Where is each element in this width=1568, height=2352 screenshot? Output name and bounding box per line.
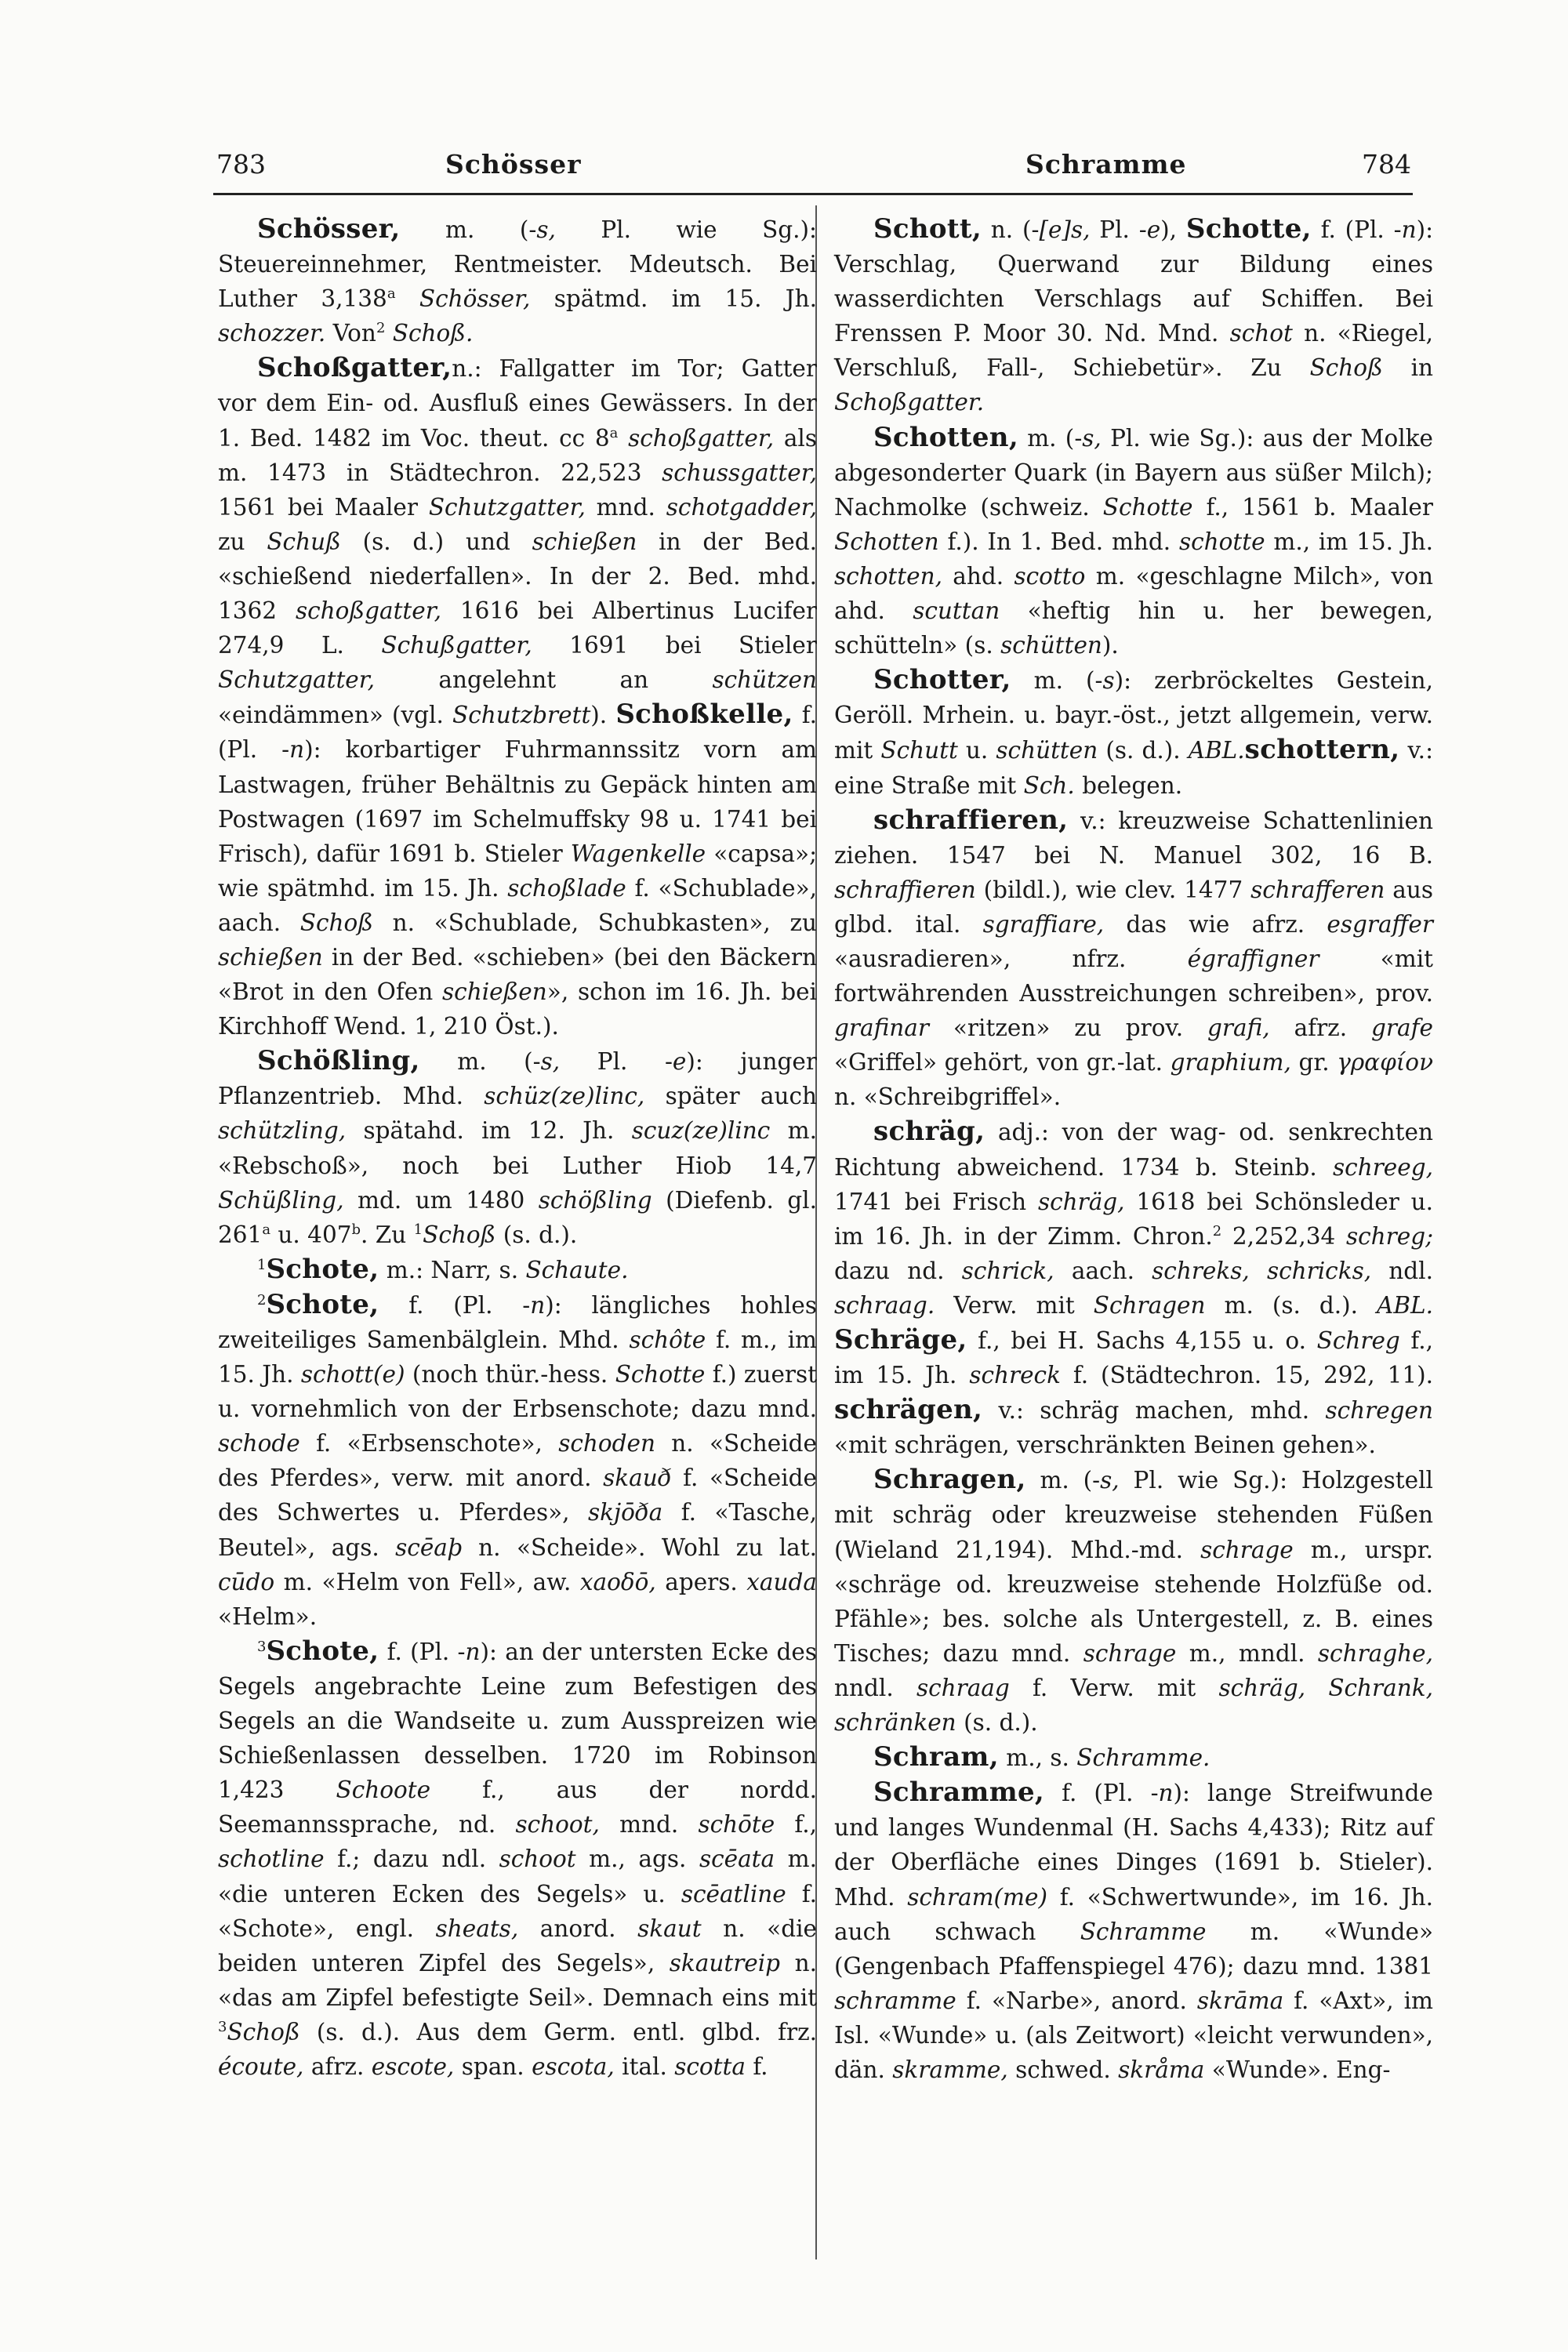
entry-text: m., ags.	[575, 1846, 699, 1873]
entry-text: ): lange Streifwunde und langes Wundenmal (H. Sachs 4,433); Ritz auf der Oberfläche eines Dinges (1691 b. Stieler). Mhd.	[834, 1780, 1434, 1911]
entry-text: ).	[590, 702, 616, 729]
italic-term: schot	[1229, 320, 1293, 347]
entry-text: v.: kreuzweise Schattenlinien ziehen. 1547 bei N. Manuel 302, 16 B.	[834, 807, 1433, 869]
italic-term: cūdo	[218, 1568, 275, 1595]
entry-text: u.	[957, 737, 996, 764]
headword: Schoßkelle,	[615, 699, 793, 731]
italic-term: Schösser,	[419, 285, 531, 313]
entry-text: angelehnt an	[375, 666, 713, 694]
page-number-left: 783	[216, 149, 266, 180]
entry-text: m. (-	[419, 1048, 541, 1076]
entry-text: gr.	[1290, 1049, 1338, 1076]
italic-term: grafi,	[1207, 1014, 1270, 1042]
headword: Schott,	[873, 213, 982, 245]
italic-term: schode	[218, 1430, 300, 1457]
entry-text: Pl. wie Sg.): Holzgestell mit schräg oder kreuzweise stehenden Füßen (Wieland 21,194). Mhd.-md.	[834, 1467, 1433, 1563]
italic-term: n	[289, 736, 305, 764]
entry-text: f.). In 1. Bed. mhd.	[938, 528, 1179, 555]
entry-text: afrz.	[303, 2053, 372, 2080]
superscript: 1	[413, 1221, 423, 1238]
entry-text: f., bei H. Sachs 4,155 u. o.	[967, 1327, 1317, 1354]
entry-text: m.: Narr, s.	[379, 1256, 526, 1283]
italic-term: sheats,	[435, 1915, 519, 1942]
italic-term: schotten,	[834, 562, 942, 590]
italic-term: xauda	[746, 1568, 817, 1595]
headword: Schoßgatter,	[257, 352, 452, 384]
italic-term: Schuß	[267, 528, 341, 555]
italic-term: schützling,	[218, 1117, 347, 1145]
italic-term: skaut	[637, 1915, 702, 1942]
dictionary-entry	[834, 803, 1433, 1115]
entry-text: (s. d.).	[495, 1221, 578, 1248]
dictionary-entry	[834, 1114, 1433, 1462]
italic-term: scēata	[699, 1846, 775, 1873]
entry-text: «eindämmen» (vgl.	[218, 702, 453, 729]
entry-text	[396, 285, 419, 312]
headword: Schote,	[266, 1288, 379, 1320]
entry-text: ): junger Pflanzentrieb. Mhd.	[218, 1048, 817, 1110]
entry-text: Pl. -	[560, 1048, 673, 1076]
italic-term: Schramme	[1080, 1918, 1207, 1945]
entry-text: als m. 1473 in Städtechron. 22,523	[218, 424, 817, 486]
italic-term: Schreg	[1316, 1327, 1400, 1354]
headword: schraffieren,	[873, 804, 1069, 836]
entry-text: f., aus der nordd. Seemannssprache, nd.	[218, 1777, 817, 1838]
italic-term: s	[1102, 667, 1115, 695]
entry-text: spätahd. im 12. Jh.	[346, 1117, 632, 1145]
headword: schottern,	[1244, 734, 1400, 766]
entry-text: belegen.	[1074, 771, 1183, 799]
running-head-left: Schösser	[445, 149, 582, 180]
italic-term: grafinar	[834, 1014, 929, 1042]
entry-text: f. «Schublade», aach.	[218, 874, 817, 936]
italic-term: skrāma	[1196, 1987, 1284, 2014]
italic-term: Sch.	[1023, 771, 1075, 799]
italic-term: [e]s,	[1039, 216, 1091, 243]
dictionary-entry	[218, 1252, 817, 1287]
dictionary-entry	[834, 420, 1433, 663]
italic-term: xaoδō,	[579, 1568, 656, 1595]
entry-text: ital.	[614, 2053, 675, 2080]
italic-term: skjōða	[588, 1499, 663, 1526]
superscript: 2	[257, 1292, 267, 1309]
italic-term: schussgatter,	[662, 459, 817, 486]
italic-term: Schragen	[1093, 1291, 1206, 1319]
italic-term: Schoß	[299, 909, 373, 936]
italic-term: schützen	[712, 666, 817, 694]
entry-text: m. (-	[1025, 1467, 1101, 1494]
entry-text: md. um 1480	[343, 1186, 539, 1214]
dictionary-entry	[218, 1044, 817, 1252]
italic-term: schößling	[538, 1186, 652, 1214]
italic-term: schôte	[629, 1327, 706, 1353]
italic-term: schräg, Schrank, schränken	[834, 1674, 1433, 1737]
entry-text: ),	[1160, 216, 1186, 243]
entry-text: f. «Axt», im Isl. «Wunde» u. (als Zeitwort) «leicht verwunden», dän.	[834, 1987, 1433, 2083]
italic-term: schreks, schricks,	[1152, 1257, 1372, 1284]
italic-term: Schoß	[227, 2018, 300, 2045]
entry-text: f.	[745, 2053, 768, 2080]
italic-term: n	[465, 1638, 481, 1665]
entry-text: . Zu	[361, 1221, 414, 1248]
italic-term: schüz(ze)linc,	[484, 1083, 645, 1110]
italic-term: égraffigner	[1187, 945, 1319, 972]
headword: schrägen,	[834, 1394, 983, 1426]
italic-term: Schotten	[834, 528, 939, 555]
italic-term: schoot,	[515, 1811, 600, 1838]
italic-term: Schußgatter,	[381, 632, 532, 659]
italic-term: schütten	[996, 737, 1098, 764]
italic-term: s,	[1082, 424, 1102, 452]
entry-text: m., im 15. Jh.	[1265, 528, 1433, 555]
italic-term: schott(e)	[300, 1361, 405, 1388]
entry-text: f. (Pl. -	[1044, 1780, 1159, 1807]
entry-text: afrz.	[1269, 1014, 1372, 1042]
italic-term: schreck	[969, 1362, 1061, 1389]
italic-term: Schutzbrett	[452, 702, 591, 729]
italic-term: Schoßgatter.	[834, 389, 985, 416]
italic-term: schrage	[1200, 1536, 1294, 1563]
italic-term: ABL.	[1377, 1291, 1433, 1319]
entry-text: «Wunde». Eng-	[1204, 2056, 1391, 2083]
entry-text: ): längliches hohles zweiteiliges Samenbälglein. Mhd.	[218, 1291, 818, 1353]
entry-text: f.,	[775, 1811, 817, 1838]
entry-text: das wie afrz.	[1104, 910, 1327, 938]
entry-text: ): zerbröckeltes Gestein, Geröll. Mrhein. u. bayr.-öst., jetzt allgemein, verw. mit	[834, 667, 1433, 764]
italic-term: schraghe,	[1317, 1639, 1433, 1667]
italic-term: skauð	[603, 1465, 672, 1492]
entry-text: mnd.	[599, 1811, 699, 1838]
entry-text: n. «das am Zipfel befestigte Seil». Demnach eins mit	[218, 1949, 817, 2011]
entry-text: m. «Rebschoß», noch bei Luther Hiob 14,7	[218, 1117, 817, 1179]
entry-text: spätmd. im 15. Jh.	[530, 285, 817, 313]
italic-term: e	[672, 1048, 687, 1076]
superscript: 1	[257, 1256, 267, 1273]
entry-text: «mit fortwährenden Ausstreichungen schreiben», prov.	[834, 945, 1433, 1007]
left-column	[218, 212, 817, 2084]
italic-term: s,	[536, 216, 556, 243]
entry-text: f., im 15. Jh.	[834, 1327, 1433, 1389]
superscript: 2	[1212, 1222, 1222, 1240]
entry-text: «mit schrägen, verschränkten Beinen gehen».	[834, 1432, 1376, 1459]
entry-text: n. «die beiden unteren Zipfel des Segels»,	[218, 1915, 817, 1976]
running-head-right: Schramme	[1025, 149, 1187, 180]
entry-text: m., mndl.	[1176, 1639, 1318, 1667]
headword: Schote,	[266, 1253, 379, 1285]
entry-text: «ausradieren», nfrz.	[834, 945, 1188, 972]
dictionary-entry	[834, 1775, 1433, 2087]
italic-term: schreg;	[1345, 1222, 1434, 1250]
italic-term: scēatline	[681, 1880, 786, 1907]
italic-term: schräg,	[1037, 1188, 1125, 1215]
italic-term: schraag.	[834, 1291, 935, 1319]
dictionary-entry	[218, 1287, 817, 1634]
entry-text: », schon im 16. Jh. bei Kirchhoff Wend. 1, 210 Öst.).	[218, 978, 817, 1040]
dictionary-entry	[218, 350, 817, 1044]
headword: Schotter,	[873, 664, 1011, 696]
entry-text: n. «Schublade, Schubkasten», zu	[372, 909, 817, 936]
entry-text: f. (Städtechron. 15, 292, 11).	[1060, 1362, 1433, 1389]
italic-term: scuttan	[913, 597, 1000, 625]
entry-text: 2,252,34	[1221, 1222, 1346, 1250]
entry-text: 1691 bei Stieler	[532, 632, 817, 659]
entry-text: in	[1382, 354, 1433, 382]
entry-text: «Griffel» gehört, von gr.-lat.	[834, 1049, 1171, 1076]
entry-text: 1561 bei Maaler	[218, 493, 429, 521]
entry-text: anord.	[518, 1915, 638, 1942]
entry-text: v.: eine Straße mit	[834, 737, 1434, 799]
entry-text: f. Verw. mit	[1009, 1674, 1219, 1701]
italic-term: écoute,	[218, 2053, 304, 2080]
entry-text: in der Bed. «schießend niederfallen». In der 2. Bed. mhd. 1362	[218, 528, 817, 625]
italic-term: schütten	[1000, 632, 1102, 659]
entry-text: 1616 bei Albertinus Lucifer 274,9 L.	[218, 597, 818, 659]
italic-term: schoßlade	[507, 874, 626, 902]
entry-text: v.: schräg machen, mhd.	[982, 1397, 1326, 1425]
italic-term: schrafferen	[1250, 876, 1385, 903]
entry-text: ): korbartiger Fuhrmannssitz vorn am Lastwagen, früher Behältnis zu Gepäck hinten am Postwagen (1697 im Schelmuffsky 98 u. 1741 bei Frisch), dafür 1691 b. Stieler	[218, 736, 818, 867]
entry-text: (noch thür.-hess.	[405, 1361, 615, 1388]
superscript: a	[262, 1221, 271, 1238]
entry-text: f.) zuerst u. vornehmlich von der Erbsenschote; dazu mnd.	[218, 1361, 818, 1423]
italic-term: schregen	[1325, 1397, 1433, 1425]
italic-term: Schotte	[1102, 493, 1193, 521]
entry-text: f., 1561 b. Maaler	[1192, 493, 1433, 521]
superscript: 2	[376, 320, 386, 337]
italic-term: scuz(ze)linc	[631, 1117, 771, 1145]
dictionary-entry	[834, 1462, 1433, 1740]
italic-term: Schramme.	[1076, 1744, 1210, 1772]
entry-text: mnd.	[585, 493, 666, 521]
italic-term: Schutzgatter,	[218, 666, 376, 694]
entry-text: n. «Scheide». Wohl zu lat.	[462, 1534, 817, 1561]
italic-term: escote,	[371, 2053, 455, 2080]
superscript: b	[351, 1221, 361, 1238]
italic-term: schraag	[916, 1674, 1010, 1701]
page-header	[216, 149, 1411, 190]
entry-text: f. «Schote», engl.	[218, 1880, 818, 1942]
headword: Schräge,	[834, 1324, 967, 1356]
superscript: a	[387, 285, 396, 303]
italic-term: Schutzgatter,	[428, 493, 586, 521]
dictionary-entry	[834, 662, 1433, 802]
italic-term: Schoote	[336, 1777, 431, 1804]
entry-text: span.	[454, 2053, 532, 2080]
italic-term: sgraffiare,	[982, 910, 1105, 938]
italic-term: scotta	[674, 2053, 746, 2080]
headword: Schram,	[873, 1741, 999, 1773]
entry-text: f. «Schwertwunde», im 16. Jh. auch schwach	[834, 1883, 1433, 1945]
headword: Schramme,	[873, 1777, 1045, 1809]
entry-text: m. (s. d.).	[1205, 1291, 1377, 1319]
italic-term: esgraffer	[1327, 910, 1433, 938]
headword: Schößling,	[257, 1045, 420, 1077]
dictionary-entry	[834, 212, 1433, 420]
italic-term: schramme	[834, 1987, 956, 2014]
italic-term: scēaþ	[395, 1534, 463, 1561]
italic-term: grafe	[1371, 1014, 1433, 1042]
entry-text: m. (-	[1018, 424, 1083, 452]
entry-text: aach.	[1054, 1257, 1152, 1284]
italic-term: schoßgatter,	[295, 597, 441, 625]
entry-text: ).	[1102, 632, 1119, 659]
italic-term: ABL.	[1188, 737, 1245, 764]
entry-text: aus glbd. ital.	[834, 876, 1433, 938]
entry-text: u. 407	[270, 1221, 352, 1248]
entry-text: 1741 bei Frisch	[834, 1188, 1038, 1215]
entry-text: f. «Tasche, Beutel», ags.	[218, 1499, 817, 1561]
entry-text: f. «Scheide des Schwertes u. Pferdes»,	[218, 1465, 817, 1526]
entry-text: m. (-	[1011, 667, 1103, 695]
entry-text: dazu nd.	[834, 1257, 962, 1284]
entry-text: f. (Pl. -	[379, 1638, 466, 1665]
italic-term: Schotte	[615, 1361, 706, 1388]
entry-text: «capsa»; wie spätmhd. im 15. Jh.	[218, 840, 818, 902]
entry-text: (s. d.).	[1098, 737, 1189, 764]
entry-text: f. (Pl. -	[218, 702, 817, 764]
superscript: 3	[257, 1639, 267, 1656]
italic-term: schoden	[558, 1430, 655, 1457]
italic-term: skautreip	[669, 1949, 781, 1976]
italic-term: γραφίον	[1337, 1049, 1433, 1076]
italic-term: schrage	[1083, 1639, 1177, 1667]
italic-term: schoßgatter,	[628, 424, 775, 452]
entry-text: «Helm».	[218, 1602, 318, 1630]
italic-term: Schaute.	[525, 1256, 629, 1283]
italic-term: schozzer.	[218, 320, 326, 347]
italic-term: schießen	[532, 528, 637, 555]
headword: Schotten,	[873, 421, 1018, 453]
entry-text: (Diefenb. gl. 261	[218, 1186, 817, 1248]
entry-text: Pl. -	[1090, 216, 1147, 243]
entry-text: n. «Riegel, Verschluß, Fall-, Schiebetür». Zu	[834, 320, 1433, 382]
entry-text: (s. d.) und	[340, 528, 532, 555]
entry-text: in der Bed. «schieben» (bei den Bäckern «Brot in den Ofen	[218, 943, 817, 1006]
entry-text: f.; dazu ndl.	[324, 1846, 499, 1873]
italic-term: Wagenkelle	[570, 840, 706, 867]
entry-text: m., urspr. «schräge od. kreuzweise stehende Holzfüße od. Pfähle»; bes. solche als Untergestell, z. B. eines Tisches; dazu mnd.	[834, 1536, 1433, 1667]
entry-text: Pl. wie Sg.): aus der Molke abgesonderter Quark (in Bayern aus süßer Milch); Nachmolke (schweiz.	[834, 424, 1433, 521]
entry-text: Von	[325, 320, 376, 347]
entry-text: m. «geschlagne Milch», von ahd.	[834, 562, 1433, 625]
entry-text: m. «die unteren Ecken des Segels» u.	[218, 1846, 817, 1907]
entry-text: ndl.	[1371, 1257, 1433, 1284]
italic-term: schotline	[218, 1846, 325, 1873]
italic-term: schießen	[218, 943, 323, 971]
entry-text: «heftig hin u. her bewegen, schütteln» (s.	[834, 597, 1433, 659]
page-number-right: 784	[1362, 149, 1411, 180]
entry-text: f. (Pl. -	[379, 1291, 531, 1319]
italic-term: schotte	[1178, 528, 1265, 555]
dictionary-entry	[834, 1740, 1433, 1775]
italic-term: Schoß.	[392, 320, 474, 347]
italic-term: schōte	[698, 1811, 775, 1838]
italic-term: Schoß	[423, 1221, 496, 1248]
italic-term: schreeg,	[1333, 1153, 1433, 1181]
italic-term: s,	[540, 1048, 561, 1076]
italic-term: escota,	[532, 2053, 615, 2080]
entry-text: (s. d.).	[956, 1709, 1038, 1737]
italic-term: skråma	[1118, 2056, 1205, 2083]
entry-text: n. «Schreibgriffel».	[834, 1083, 1062, 1111]
headword: schräg,	[873, 1116, 985, 1148]
headword: Schote,	[266, 1635, 379, 1667]
entry-text: m. «Helm von Fell», aw.	[274, 1568, 580, 1595]
italic-term: Schutt	[880, 737, 958, 764]
italic-term: graphium,	[1170, 1049, 1291, 1076]
italic-term: Schüßling,	[218, 1186, 344, 1214]
entry-text: zu	[218, 528, 267, 555]
headword: Schotte,	[1185, 213, 1312, 245]
entry-text: n. «Scheide des Pferdes», verw. mit anord.	[218, 1430, 817, 1492]
dictionary-entry	[218, 1634, 817, 2084]
entry-text	[385, 320, 392, 347]
italic-term: schotgadder,	[666, 493, 817, 521]
superscript: a	[609, 424, 619, 441]
entry-text: ): Verschlag, Querwand zur Bildung eines wasserdichten Verschlags auf Schiffen. Bei Frenssen P. Moor 30. Nd. Mnd.	[834, 216, 1434, 347]
entry-text: nndl.	[834, 1674, 916, 1701]
italic-term: e	[1146, 216, 1161, 243]
italic-term: s,	[1100, 1467, 1120, 1494]
superscript: 3	[218, 2019, 227, 2036]
entry-text: m. «Wunde» (Gengenbach Pfaffenspiegel 476); dazu mnd. 1381	[834, 1918, 1433, 1980]
italic-term: schießen	[442, 978, 547, 1006]
entry-text: n.: Fallgatter im Tor; Gatter vor dem Ein- od. Ausfluß eines Gewässers. In der 1. Bed. 1482 im Voc. theut. cc 8	[218, 355, 817, 452]
right-column	[834, 212, 1433, 2087]
dictionary-entry	[218, 212, 817, 350]
entry-text: apers.	[655, 1568, 747, 1595]
header-rule	[213, 193, 1413, 195]
entry-text: (bildl.), wie clev. 1477	[975, 876, 1251, 903]
headword: Schragen,	[873, 1464, 1026, 1496]
italic-term: schoot	[499, 1846, 576, 1873]
entry-text: Verw. mit	[935, 1291, 1094, 1319]
italic-term: Schoß	[1309, 354, 1383, 382]
headword: Schösser,	[257, 213, 401, 245]
entry-text: f. «Erbsenschote»,	[299, 1430, 559, 1457]
entry-text: 1618 bei Schönsleder u. im 16. Jh. in der Zimm. Chron.	[834, 1188, 1434, 1250]
entry-text: m., s.	[998, 1744, 1077, 1772]
italic-term: n	[530, 1291, 546, 1319]
italic-term: scotto	[1014, 562, 1086, 590]
italic-term: n	[1158, 1780, 1174, 1807]
entry-text: adj.: von der wag- od. senkrechten Richtung abweichend. 1734 b. Steinb.	[834, 1119, 1433, 1181]
entry-text: Pl. wie Sg.): Steuereinnehmer, Rentmeister. Mdeutsch. Bei Luther 3,138	[218, 216, 817, 313]
entry-text: «ritzen» zu prov.	[928, 1014, 1207, 1042]
entry-text	[618, 425, 628, 452]
entry-text: ahd.	[942, 562, 1014, 590]
entry-text: f. m., im 15. Jh.	[218, 1327, 818, 1388]
italic-term: schram(me)	[907, 1883, 1047, 1911]
entry-text: schwed.	[1007, 2056, 1119, 2083]
italic-term: skramme,	[892, 2056, 1008, 2083]
entry-text: f. «Narbe», anord.	[956, 1987, 1197, 2014]
entry-text: m. (-	[400, 216, 537, 243]
entry-text: ): an der untersten Ecke des Segels angebrachte Leine zum Befestigen des Segels an die Wandseite u. zum Ausspreizen wie Schießenlassen desselben. 1720 im Robinson 1,423	[218, 1638, 817, 1804]
entry-text: später auch	[644, 1083, 817, 1110]
italic-term: n	[1401, 216, 1417, 243]
entry-text: n. (-	[982, 216, 1040, 243]
italic-term: schrick,	[961, 1257, 1054, 1284]
entry-text: f. (Pl. -	[1311, 216, 1402, 243]
entry-text: (s. d.). Aus dem Germ. entl. glbd. frz.	[299, 2018, 817, 2045]
italic-term: schraffieren	[834, 876, 976, 903]
